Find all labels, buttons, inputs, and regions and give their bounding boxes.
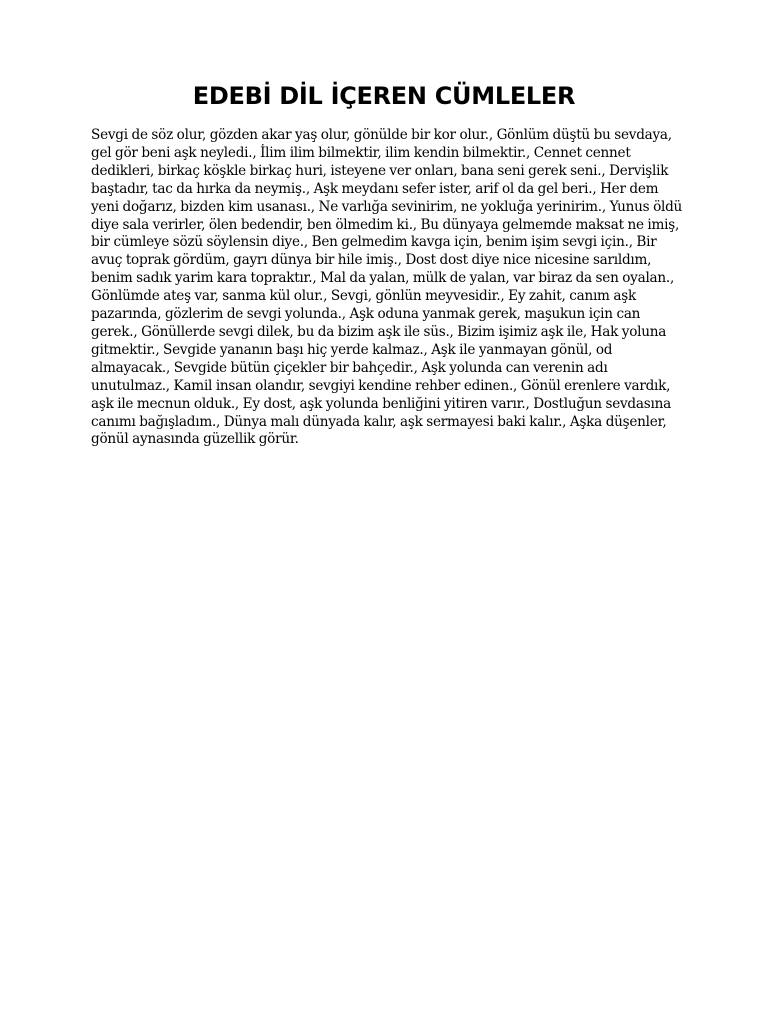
document-title: EDEBİ DİL İÇEREN CÜMLELER xyxy=(192,82,576,110)
document-body-paragraph: Sevgi de söz olur, gözden akar yaş olur, gönülde bir kor olur., Gönlüm düştü bu sevdaya, gel gör beni aşk neyledi., İlim ilim bilmektir, ilim kendin bilmektir., Cennet cennet dedikleri, birkaç köşkle birkaç huri, isteyene ver onları, bana seni gerek seni., Dervişlik baştadır, tac da hırka da neymiş., Aşk meydanı sefer ister, arif ol da gel beri., Her dem yeni doğarız, bizden kim usanası., Ne varlığa sevinirim, ne yokluğa yerinirim., Yunus öldü diye sala verirler, ölen bedendir, ben ölmedim ki., Bu dünyaya gelmemde maksat ne imiş, bir cümleye sözü söylensin diye., Ben gelmedim kavga için, benim işim sevgi için., Bir avuç toprak gördüm, gayrı dünya bir hile imiş., Dost dost diye nice nicesine sarıldım, benim sadık yarim kara topraktır., Mal da yalan, mülk de yalan, var biraz da sen oyalan., Gönlümde ateş var, sanma kül olur., Sevgi, gönlün meyvesidir., Ey zahit, canım aşk pazarında, gözlerim de sevgi yolunda., Aşk oduna yanmak gerek, maşukun için can gerek., Gönüllerde sevgi dilek, bu da bizim aşk ile süs., Bizim işimiz aşk ile, Hak yoluna gitmektir., Sevgide yananın başı hiç yerde kalmaz., Aşk ile yanmayan gönül, od almayacak., Sevgide bütün çiçekler bir bahçedir., Aşk yolunda can verenin adı unutulmaz., Kamil insan olandır, sevgiyi kendine rehber edinen., Gönül erenlere vardık, aşk ile mecnun olduk., Ey dost, aşk yolunda benliğini yitiren varır., Dostluğun sevdasına canımı bağışladım., Dünya malı dünyada kalır, aşk sermayesi baki kalır., Aşka düşenler, gönül aynasında güzellik görür. xyxy=(91,127,683,448)
